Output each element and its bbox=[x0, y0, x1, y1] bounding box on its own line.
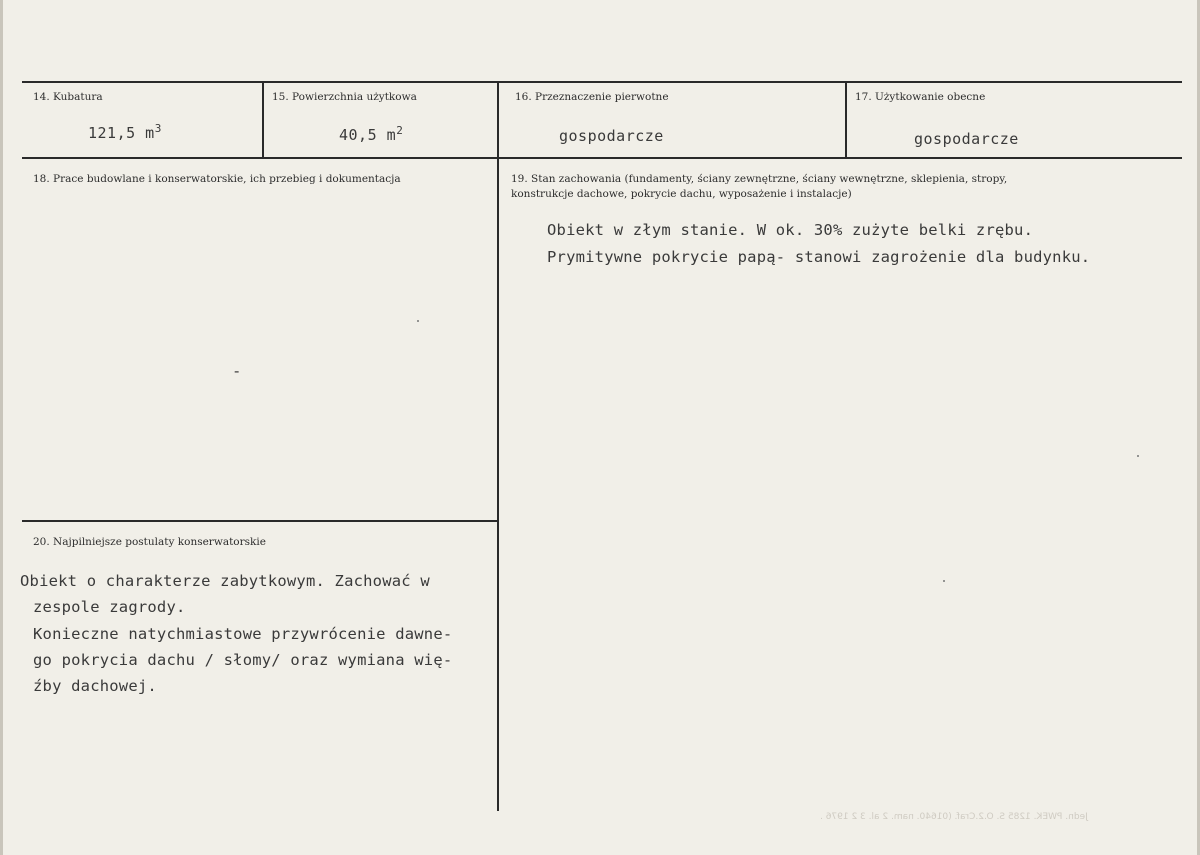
column-divider-16-17 bbox=[845, 82, 847, 158]
field-15-value: 40,5 $m^2$ bbox=[339, 124, 404, 144]
paper-speck bbox=[417, 320, 419, 322]
field-15-label: 15. Powierzchnia użytkowa bbox=[272, 91, 417, 103]
field-20-text-line-3: Konieczne natychmiastowe przywrócenie dawne- bbox=[33, 625, 453, 643]
field-19-text-line-1: Obiekt w złym stanie. W ok. 30% zużyte belki zrębu. bbox=[547, 221, 1034, 239]
column-divider-14-15 bbox=[262, 82, 264, 158]
field-17-value: gospodarcze bbox=[914, 130, 1019, 148]
field-18-label: 18. Prace budowlane i konserwatorskie, ich przebieg i dokumentacja bbox=[33, 173, 401, 185]
top-border-line bbox=[22, 81, 1182, 83]
field-20-text-line-5: źby dachowej. bbox=[33, 677, 157, 695]
paper-speck bbox=[1137, 455, 1139, 457]
field-19-text-line-2: Prymitywne pokrycie papą- stanowi zagrożenie dla budynku. bbox=[547, 248, 1091, 266]
field-18-value: - bbox=[232, 362, 242, 380]
field-20-text-line-1: Obiekt o charakterze zabytkowym. Zachować w bbox=[20, 572, 430, 590]
field-20-label: 20. Najpilniejsze postulaty konserwatorskie bbox=[33, 536, 266, 548]
row-divider-line bbox=[22, 157, 1182, 159]
paper-speck bbox=[943, 580, 945, 582]
bleed-through-text: Jedn. PWEK. 1285 S. O.2.Craf. (01640. nam. 2 al. 3 2 1976 . bbox=[820, 812, 1088, 822]
field-16-label: 16. Przeznaczenie pierwotne bbox=[515, 91, 669, 103]
column-divider-main bbox=[497, 82, 499, 811]
field-19-label-line-1: 19. Stan zachowania (fundamenty, ściany zewnętrzne, ściany wewnętrzne, sklepienia, stropy, bbox=[511, 173, 1008, 185]
field-17-label: 17. Użytkowanie obecne bbox=[855, 91, 986, 103]
field-18-20-divider bbox=[22, 520, 497, 522]
card-left-edge bbox=[0, 0, 3, 855]
field-20-text-line-4: go pokrycia dachu / słomy/ oraz wymiana wię- bbox=[33, 651, 453, 669]
field-14-label: 14. Kubatura bbox=[33, 91, 103, 103]
field-20-text-line-2: zespole zagrody. bbox=[33, 598, 186, 616]
field-19-label-line-2: konstrukcje dachowe, pokrycie dachu, wyposażenie i instalacje) bbox=[511, 188, 852, 200]
field-16-value: gospodarcze bbox=[559, 127, 664, 145]
field-14-value: 121,5 $m^3$ bbox=[88, 122, 162, 142]
